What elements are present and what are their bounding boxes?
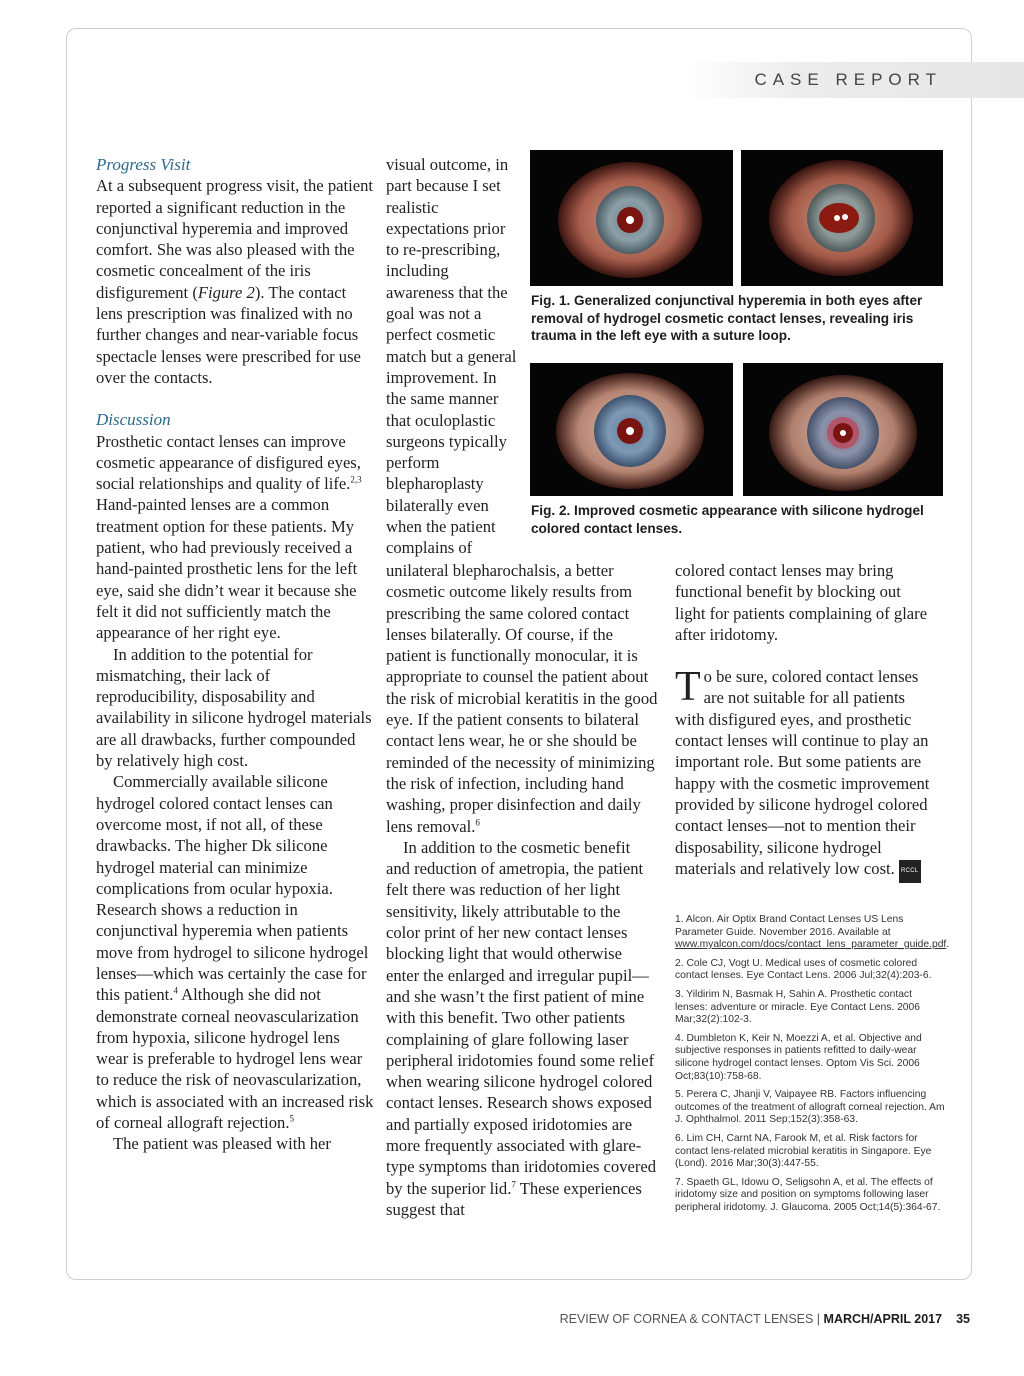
reference-item: 2. Cole CJ, Vogt U. Medical uses of cosmetic colored contact lenses. Eye Contact Lens. 2006 Jul;32(4):203-6.	[675, 957, 932, 982]
middle-paragraph-start: visual outcome, in part because I set realistic expectations prior to re-prescribing, including awareness that the goal was not a perfect cosmetic match but a general improvement. In the same manner that oculoplastic surgeons typically perform blepharoplasty bilaterally even when the patient complains of	[386, 155, 517, 558]
fig1-caption: Fig. 1. Generalized conjunctival hyperemia in both eyes after removal of hydrogel cosmetic contact lenses, revealing iris trauma in the left eye with a suture loop.	[531, 293, 923, 343]
discussion-paragraph-4: The patient was pleased with her	[113, 1134, 331, 1154]
page-number: 35	[956, 1312, 970, 1326]
discussion-heading: Discussion	[96, 410, 171, 430]
column-middle	[386, 560, 658, 1220]
section-label: CASE REPORT	[754, 70, 942, 89]
reference-item: 6. Lim CH, Carnt NA, Farook M, et al. Risk factors for contact lens-related microbial keratitis in Singapore. Eye (Lond). 2016 Mar;30(3):447-55.	[675, 1132, 932, 1170]
middle-paragraph-2: In addition to the cosmetic benefit and reduction of ametropia, the patient felt there was reduction of her light sensitivity, likely attributable to the color print of her new contact lenses blocking light that would otherwise enter the enlarged and irregular pupil—and she wasn’t the first patient of mine with this benefit. Two other patients complaining of glare following laser peripheral iridotomies found some relief when wearing silicone hydrogel colored contact lenses. Research shows exposed and partially exposed iridotomies are more frequently associated with glare-type symptoms than iridotomies covered by the superior lid.$^7$ These experiences suggest that	[386, 837, 657, 1219]
reference-item: 3. Yildirim N, Basmak H, Sahin A. Prosthetic contact lenses: adventure or miracle. Eye Contact Lens. 2006 Mar;32(2):102-3.	[675, 988, 920, 1026]
reference-item: 4. Dumbleton K, Keir N, Moezzi A, et al. Objective and subjective responses in patients refitted to daily-wear silicone hydrogel contact lenses. Optom Vis Sci. 2006 Oct;83(10):758-68.	[675, 1032, 922, 1082]
page-footer	[560, 1312, 970, 1326]
right-paragraph-2: To be sure, colored contact lenses are not suitable for all patients with disfigured eyes, and prosthetic contact lenses will continue to play an important role. But some patients are happy with the cosmetic improvement provided by silicone hydrogel colored contact lenses—not to mention their disposability, silicone hydrogel materials and relatively low cost. RCCL	[675, 666, 935, 883]
discussion-paragraph-3: Commercially available silicone hydrogel colored contact lenses can overcome most, if not all, of these drawbacks. The higher Dk silicone hydrogel material can minimize complications from ocular hypoxia. Research shows a reduction in conjunctival hyperemia when patients move from hydrogel to silicone hydrogel lenses—which was certainly the case for this patient.$^4$ Although she did not demonstrate corneal neovascularization from hypoxia, silicone hydrogel lens wear is preferable to hydrogel lens wear to reduce the risk of neovascularization, which is associated with an increased risk of corneal allograft rejection.$^5$	[96, 772, 374, 1133]
column-left	[96, 154, 374, 1155]
drop-cap: T	[675, 664, 701, 711]
reference-item: 7. Spaeth GL, Idowu O, Seligsohn A, et al. The effects of iridotomy size and position on symptoms following laser peripheral iridotomy. J. Glaucoma. 2005 Oct;14(5):364-67.	[675, 1176, 941, 1213]
discussion-paragraph-1: Prosthetic contact lenses can improve cosmetic appearance of disfigured eyes, social relationships and quality of life.$^{2,3}$ Hand-painted lenses are a common treatment option for these patients. My patient, who had previously received a hand-painted prosthetic lens for the left eye, said she didn’t wear it because she felt it did not sufficiently match the appearance of her right eye.	[96, 431, 362, 643]
column-middle-narrow	[386, 154, 518, 559]
end-mark-icon: RCCL	[899, 860, 921, 883]
middle-paragraph-1: unilateral blepharochalsis, a better cosmetic outcome likely results from prescribing the same colored contact lenses bilaterally. Of course, if the patient is functionally monocular, it is appropriate to counsel the patient about the risk of microbial keratitis in the good eye. If the patient consents to bilateral contact lens wear, he or she should be reminded of the necessity of minimizing the risk of infection, including hand washing, proper disinfection and daily lens removal.$^6$	[386, 561, 658, 836]
fig2-right-eye-photo	[530, 363, 733, 496]
discussion-paragraph-2: In addition to the potential for mismatching, their lack of reproducibility, disposability and availability in silicone hydrogel materials are all drawbacks, further compounded by relatively high cost.	[96, 644, 372, 771]
right-paragraph-1: colored contact lenses may bring functional benefit by blocking out light for patients complaining of glare after iridotomy.	[675, 561, 928, 644]
footer-journal: REVIEW OF CORNEA & CONTACT LENSES |	[559, 1312, 824, 1326]
reference-item: 1. Alcon. Air Optix Brand Contact Lenses US Lens Parameter Guide. November 2016. Available at www.myalcon.com/docs/contact_lens_parameter_guide.pdf.	[675, 914, 950, 951]
fig1-left-eye-photo	[741, 150, 943, 286]
progress-visit-paragraph: At a subsequent progress visit, the patient reported a significant reduction in the conjunctival hyperemia and improved comfort. She was also pleased with the cosmetic concealment of the iris disfigurement (Figure 2). The contact lens prescription was finalized with no further changes and near-variable focus spectacle lenses were prescribed for use over the contacts.	[96, 176, 373, 387]
fig2-caption: Fig. 2. Improved cosmetic appearance with silicone hydrogel colored contact lenses.	[531, 503, 924, 536]
references-list	[675, 914, 950, 1220]
fig2-left-eye-photo	[743, 363, 943, 496]
progress-visit-heading: Progress Visit	[96, 155, 191, 174]
reference-item: 5. Perera C, Jhanji V, Vaipayee RB. Factors influencing outcomes of the treatment of allograft corneal rejection. Am J. Ophthalmol. 2011 Sep;152(3):358-63.	[675, 1089, 945, 1126]
footer-issue: MARCH/APRIL 2017	[823, 1312, 943, 1326]
section-header	[684, 62, 1024, 98]
reference-link[interactable]: www.myalcon.com/docs/contact_lens_parameter_guide.pdf	[675, 939, 947, 951]
fig1-right-eye-photo	[530, 150, 733, 286]
column-right	[675, 560, 935, 883]
